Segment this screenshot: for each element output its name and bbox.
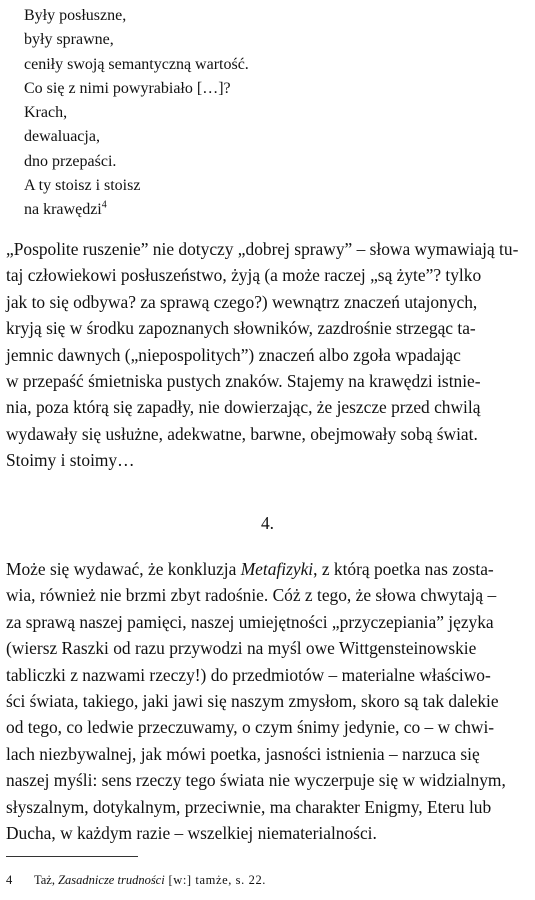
paragraph-line: jemnic dawnych („niepospolitych”) znaczeń albo zgoła wpadając <box>6 344 461 365</box>
paragraph-line: naszej myśli: sens rzeczy tego świata nie wyczerpuje się w widzialnym, <box>6 770 506 791</box>
paragraph-line <box>6 559 494 579</box>
poem-line: Były posłuszne, <box>24 7 127 24</box>
paragraph-line: Stoimy i stoimy… <box>6 450 135 471</box>
paragraph-line: wia, również nie brzmi zbyt radośnie. Cóż z tego, że słowa chwytają – <box>6 585 497 606</box>
footnote-reference[interactable]: 4 <box>101 200 107 212</box>
paragraph-line: od tego, co ledwie przeczuwamy, o czym śnimy jedynie, co – w chwi- <box>6 717 495 738</box>
text-run: Może się wydawać, że konkluzja <box>6 559 241 579</box>
paragraph-line: słyszalnym, dotykalnym, przeciwnie, ma charakter Enigmy, Eteru lub <box>6 796 492 817</box>
footnote-author: Taż, <box>34 873 59 887</box>
text-run: , z którą poetka nas zosta- <box>313 559 494 579</box>
paragraph-line: wydawały się usłużne, adekwatne, barwne, obejmowały sobą świat. <box>6 423 478 444</box>
section-number: 4. <box>260 513 275 533</box>
footnote-number: 4 <box>6 873 13 887</box>
paragraph-1 <box>6 236 528 474</box>
poem-line: dewaluacja, <box>24 128 100 146</box>
poem-quote <box>24 4 424 223</box>
poem-line: Krach, <box>24 104 68 122</box>
poem-line: ceniły swoją semantyczną wartość. <box>24 55 249 73</box>
poem-line: A ty stoisz i stoisz <box>24 177 141 195</box>
paragraph-line: nia, poza którą się zapadły, nie dowierzając, że jeszcze przed chwilą <box>6 397 481 418</box>
work-title: Metafizyki <box>240 559 314 579</box>
paragraph-line: (wiersz Raszki od razu przywodzi na myśl owe Wittgensteinowskie <box>6 638 477 659</box>
paragraph-line: lach niezbywalnej, jak mówi poetka, jasności istnienia – narzuca się <box>6 743 480 764</box>
paragraph-line: ści świata, takiego, jaki jawi się naszym zmysłom, skoro są tak dalekie <box>6 691 499 712</box>
paragraph-line: tabliczki z nazwami rzeczy!) do przedmiotów – materialne właściwo- <box>6 664 491 685</box>
paragraph-line: za sprawą naszej pamięci, naszej umiejętności „przyczepiania” języka <box>6 611 494 632</box>
poem-line: były sprawne, <box>24 31 114 49</box>
paragraph-2 <box>6 556 528 846</box>
footnote <box>6 872 526 888</box>
footnote-divider <box>6 856 138 857</box>
poem-line: Co się z nimi powyrabiało […]? <box>24 79 231 97</box>
paragraph-line: Ducha, w każdym razie – wszelkiej niematerialności. <box>6 823 377 844</box>
footnote-title: Zasadnicze trudności <box>58 873 165 887</box>
paragraph-line: taj człowiekowi posłuszeństwo, żyją (a może raczej „są żyte”? tylko <box>6 265 482 286</box>
poem-line-last <box>24 198 424 222</box>
poem-line-text: na krawędzi <box>24 201 102 219</box>
paragraph-line: w przepaść śmietniska pustych znaków. Stajemy na krawędzi istnie- <box>6 371 481 392</box>
poem-line: dno przepaści. <box>24 152 117 170</box>
paragraph-line: jak to się odbywa? za sprawą czego?) wewnątrz znaczeń utajonych, <box>6 291 478 312</box>
footnote-source: [w:] tamże, s. 22. <box>164 873 267 887</box>
paragraph-line: „Pospolite ruszenie” nie dotyczy „dobrej sprawy” – słowa wymawiają tu- <box>6 239 519 259</box>
paragraph-line: kryją się w środku zapoznanych słowników, zazdrośnie strzegąc ta- <box>6 318 476 339</box>
